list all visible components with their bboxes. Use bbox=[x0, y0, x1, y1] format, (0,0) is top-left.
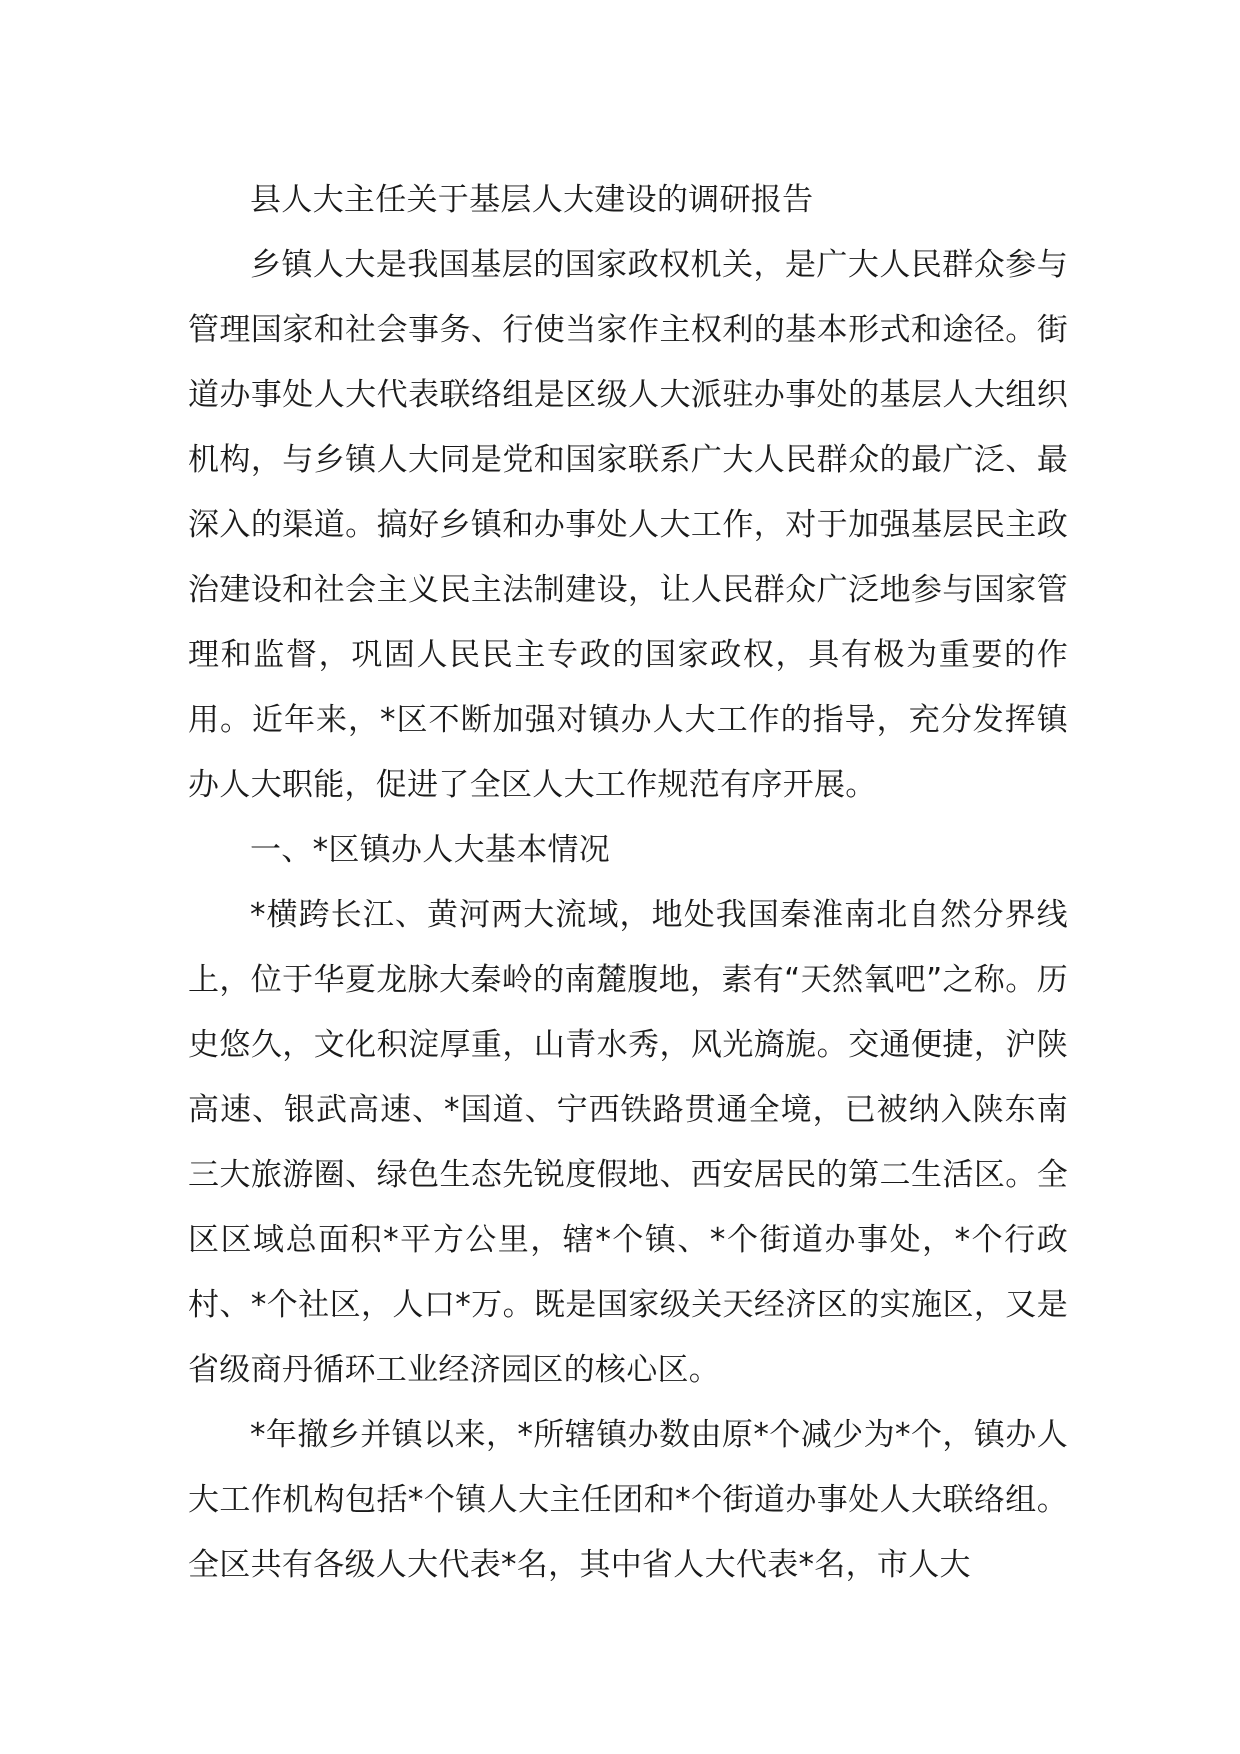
section-paragraph-1: *横跨长江、黄河两大流域，地处我国秦淮南北自然分界线上，位于华夏龙脉大秦岭的南麓腹地，素有“天然氧吧”之称。历史悠久，文化积淀厚重，山青水秀，风光旖旎。交通便捷，沪陕高速、银武高速、*国道、宁西铁路贯通全境，已被纳入陕东南三大旅游圈、绿色生态先锐度假地、西安居民的第二生活区。全区区域总面积*平方公里，辖*个镇、*个街道办事处，*个行政村、*个社区，人口*万。既是国家级关天经济区的实施区，又是省级商丹循环工业经济园区的核心区。 bbox=[188, 897, 1068, 1388]
document-page bbox=[188, 168, 1068, 1598]
document-title: 县人大主任关于基层人大建设的调研报告 bbox=[250, 182, 814, 218]
section-heading: 一、*区镇办人大基本情况 bbox=[250, 832, 611, 868]
intro-paragraph: 乡镇人大是我国基层的国家政权机关，是广大人民群众参与管理国家和社会事务、行使当家作主权利的基本形式和途径。街道办事处人大代表联络组是区级人大派驻办事处的基层人大组织机构，与乡镇人大同是党和国家联系广大人民群众的最广泛、最深入的渠道。搞好乡镇和办事处人大工作，对于加强基层民主政治建设和社会主义民主法制建设，让人民群众广泛地参与国家管理和监督，巩固人民民主专政的国家政权，具有极为重要的作用。近年来，*区不断加强对镇办人大工作的指导，充分发挥镇办人大职能，促进了全区人大工作规范有序开展。 bbox=[188, 247, 1068, 803]
section-paragraph-2: *年撤乡并镇以来，*所辖镇办数由原*个减少为*个，镇办人大工作机构包括*个镇人大主任团和*个街道办事处人大联络组。全区共有各级人大代表*名，其中省人大代表*名，市人大 bbox=[188, 1417, 1068, 1583]
